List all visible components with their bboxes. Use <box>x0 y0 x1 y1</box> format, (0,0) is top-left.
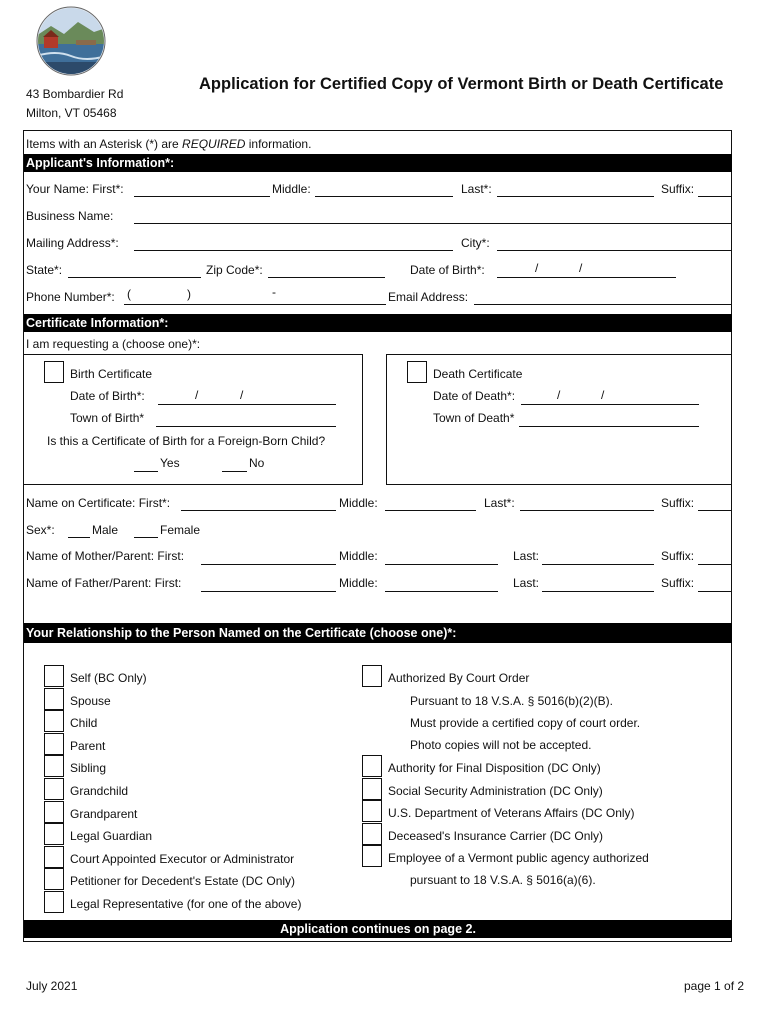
relationship-label-petitioner-for-decedent-s-estate-dc-only: Petitioner for Decedent's Estate (DC Only) <box>70 874 296 889</box>
certificate-heading: Certificate Information*: <box>24 314 732 332</box>
father-suffix-label: Suffix: <box>661 576 695 590</box>
relationship-checkbox-legal-guardian[interactable] <box>44 823 64 845</box>
death-date-label: Date of Death*: <box>433 389 516 403</box>
relationship-label-grandparent: Grandparent <box>70 806 138 821</box>
relationship-label-authority-for-final-disposition-dc-only: Authority for Final Disposition (DC Only) <box>388 761 601 775</box>
applicant-last-label: Last*: <box>461 182 492 196</box>
relationship-checkbox-child[interactable] <box>44 710 64 732</box>
mother-suffix-label: Suffix: <box>661 549 695 563</box>
mother-first-label: Name of Mother/Parent: First: <box>26 549 185 563</box>
employee-note: pursuant to 18 V.S.A. § 5016(a)(6). <box>410 873 596 887</box>
father-first-input[interactable] <box>201 576 336 592</box>
relationship-checkbox-employee-of-a-vermont-public-agency-authorized[interactable] <box>362 845 382 867</box>
sex-label: Sex*: <box>26 523 55 537</box>
relationship-label-self-bc-only: Self (BC Only) <box>70 671 147 685</box>
business-name-input[interactable] <box>134 208 731 224</box>
applicant-suffix-label: Suffix: <box>661 182 695 196</box>
applicant-dob-input[interactable] <box>497 262 676 278</box>
relationship-checkbox-spouse[interactable] <box>44 688 64 710</box>
father-middle-label: Middle: <box>339 576 378 590</box>
mother-middle-input[interactable] <box>385 549 498 565</box>
address-line2: Milton, VT 05468 <box>26 106 117 120</box>
father-suffix-input[interactable] <box>698 576 731 592</box>
court-note-2: Must provide a certified copy of court order. <box>410 716 641 730</box>
court-note-3: Photo copies will not be accepted. <box>410 738 592 752</box>
relationship-label-spouse: Spouse <box>70 693 111 708</box>
town-of-death-input[interactable] <box>519 411 699 427</box>
birth-certificate-label: Birth Certificate <box>70 367 153 381</box>
relationship-label-sibling: Sibling <box>70 761 107 776</box>
relationship-label-employee-of-a-vermont-public-agency-authorized: Employee of a Vermont public agency authorized <box>388 851 649 866</box>
foreign-born-no-label: No <box>249 456 265 470</box>
father-middle-input[interactable] <box>385 576 498 592</box>
relationship-label-child: Child <box>70 716 98 731</box>
foreign-born-yes-label: Yes <box>160 456 180 470</box>
phone-close-paren: ) <box>187 287 191 301</box>
sex-female-label: Female <box>160 523 201 537</box>
relationship-label-parent: Parent <box>70 738 106 753</box>
death-date-input[interactable] <box>521 389 699 405</box>
death-date-slash-1: / <box>557 388 561 402</box>
business-name-label: Business Name: <box>26 209 114 223</box>
cert-middle-input[interactable] <box>385 495 476 511</box>
relationship-checkbox-court-appointed-executor-or-administrator[interactable] <box>44 846 64 868</box>
applicant-first-input[interactable] <box>134 181 270 197</box>
mother-suffix-input[interactable] <box>698 549 731 565</box>
mailing-address-input[interactable] <box>134 235 453 251</box>
phone-label: Phone Number*: <box>26 290 115 304</box>
town-of-birth-label: Town of Birth* <box>70 411 145 425</box>
applicant-middle-label: Middle: <box>272 182 311 196</box>
town-of-birth-input[interactable] <box>156 411 336 427</box>
sex-female-input[interactable] <box>134 522 158 538</box>
death-certificate-checkbox[interactable] <box>407 361 427 383</box>
address-line1: 43 Bombardier Rd <box>26 87 124 101</box>
relationship-checkbox-petitioner-for-decedent-s-estate-dc-only[interactable] <box>44 868 64 890</box>
relationship-label-deceased-s-insurance-carrier-dc-only: Deceased's Insurance Carrier (DC Only) <box>388 828 604 843</box>
state-label: State*: <box>26 263 63 277</box>
birth-date-slash-2: / <box>240 388 244 402</box>
relationship-label-legal-guardian: Legal Guardian <box>70 829 153 844</box>
dob-slash-2: / <box>579 261 583 275</box>
cert-suffix-label: Suffix: <box>661 496 695 510</box>
city-input[interactable] <box>497 235 731 251</box>
birth-date-label: Date of Birth*: <box>70 389 145 403</box>
cert-suffix-input[interactable] <box>698 495 731 511</box>
mother-last-label: Last: <box>513 549 540 563</box>
email-input[interactable] <box>474 289 731 305</box>
phone-open-paren: ( <box>127 287 131 301</box>
relationship-checkbox-deceased-s-insurance-carrier-dc-only[interactable] <box>362 823 382 845</box>
applicant-heading: Applicant's Information*: <box>24 154 732 172</box>
relationship-label-u-s-department-of-veterans-affairs-dc-only: U.S. Department of Veterans Affairs (DC Only) <box>388 806 635 821</box>
page-number: page 1 of 2 <box>684 979 745 993</box>
town-seal-logo <box>36 6 106 76</box>
dob-slash-1: / <box>535 261 539 275</box>
court-order-label: Authorized By Court Order <box>388 671 530 685</box>
applicant-last-input[interactable] <box>497 181 654 197</box>
death-date-slash-2: / <box>601 388 605 402</box>
relationship-checkbox-legal-representative-for-one-of-the-above[interactable] <box>44 891 64 913</box>
relationship-checkbox-self-bc-only[interactable] <box>44 665 64 687</box>
foreign-born-no-input[interactable] <box>222 456 247 472</box>
cert-last-input[interactable] <box>520 495 654 511</box>
mother-middle-label: Middle: <box>339 549 378 563</box>
court-note-1: Pursuant to 18 V.S.A. § 5016(b)(2)(B). <box>410 694 613 708</box>
death-certificate-label: Death Certificate <box>433 367 523 381</box>
mailing-address-label: Mailing Address*: <box>26 236 119 250</box>
relationship-label-social-security-administration-dc-only: Social Security Administration (DC Only) <box>388 783 603 798</box>
relationship-checkbox-social-security-administration-dc-only[interactable] <box>362 778 382 800</box>
applicant-middle-input[interactable] <box>315 181 453 197</box>
relationship-checkbox-authority-for-final-disposition-dc-only[interactable] <box>362 755 382 777</box>
relationship-checkbox-sibling[interactable] <box>44 755 64 777</box>
zip-input[interactable] <box>268 262 385 278</box>
phone-input[interactable] <box>124 289 386 305</box>
cert-last-label: Last*: <box>484 496 515 510</box>
applicant-dob-label: Date of Birth*: <box>410 263 485 277</box>
father-last-input[interactable] <box>542 576 654 592</box>
requesting-label: I am requesting a (choose one)*: <box>26 337 201 351</box>
zip-label: Zip Code*: <box>206 263 263 277</box>
your-name-first-label: Your Name: First*: <box>26 182 124 196</box>
page-title: Application for Certified Copy of Vermont Birth or Death Certificate <box>199 75 724 93</box>
relationship-checkbox-grandchild[interactable] <box>44 778 64 800</box>
relationship-heading: Your Relationship to the Person Named on the Certificate (choose one)*: <box>24 623 732 643</box>
birth-date-slash-1: / <box>195 388 199 402</box>
cert-first-input[interactable] <box>181 495 336 511</box>
birth-date-input[interactable] <box>158 389 336 405</box>
mother-last-input[interactable] <box>542 549 654 565</box>
foreign-born-yes-input[interactable] <box>134 456 158 472</box>
sex-male-label: Male <box>92 523 119 537</box>
state-input[interactable] <box>68 262 201 278</box>
relationship-checkbox-parent[interactable] <box>44 733 64 755</box>
relationship-checkbox-grandparent[interactable] <box>44 801 64 823</box>
sex-male-input[interactable] <box>68 522 90 538</box>
town-of-death-label: Town of Death* <box>433 411 515 425</box>
relationship-checkbox-u-s-department-of-veterans-affairs-dc-only[interactable] <box>362 800 382 822</box>
cert-first-label: Name on Certificate: First*: <box>26 496 171 510</box>
continues-banner: Application continues on page 2. <box>24 920 732 938</box>
phone-dash: - <box>272 285 276 299</box>
father-last-label: Last: <box>513 576 540 590</box>
required-note: Items with an Asterisk (*) are REQUIRED information. <box>26 137 312 151</box>
foreign-born-question: Is this a Certificate of Birth for a Foreign-Born Child? <box>47 434 326 448</box>
city-label: City*: <box>461 236 490 250</box>
relationship-label-grandchild: Grandchild <box>70 784 129 798</box>
father-first-label: Name of Father/Parent: First: <box>26 576 182 590</box>
relationship-label-legal-representative-for-one-of-the-above: Legal Representative (for one of the above) <box>70 897 302 911</box>
footer-date: July 2021 <box>26 979 78 993</box>
relationship-label-court-appointed-executor-or-administrator: Court Appointed Executor or Administrator <box>70 851 295 866</box>
email-label: Email Address: <box>388 290 469 304</box>
court-order-checkbox[interactable] <box>362 665 382 687</box>
birth-certificate-checkbox[interactable] <box>44 361 64 383</box>
applicant-suffix-input[interactable] <box>698 181 731 197</box>
cert-middle-label: Middle: <box>339 496 378 510</box>
mother-first-input[interactable] <box>201 549 336 565</box>
